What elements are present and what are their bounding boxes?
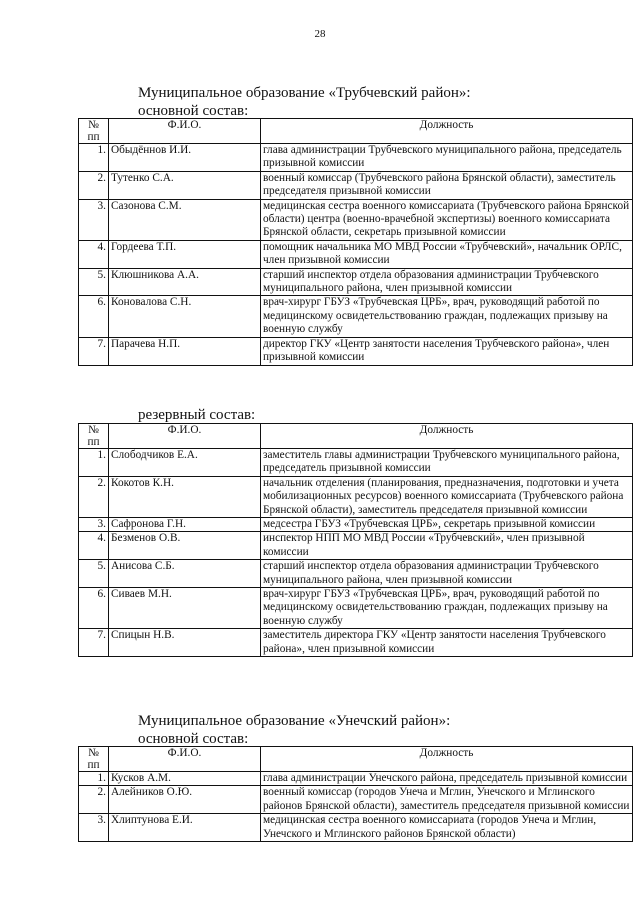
table-trubchevsk-main [78, 118, 633, 366]
row-name: Слободчиков Е.А. [109, 449, 261, 477]
row-position: медицинская сестра военного комиссариата (городов Унеча и Мглин, Унечского и Мглинского районов Брянской области) [261, 814, 633, 842]
row-number: 4. [79, 532, 109, 560]
row-name: Коновалова С.Н. [109, 296, 261, 337]
row-name: Сазонова С.М. [109, 199, 261, 240]
table-row [79, 532, 633, 560]
section-title-trubchevsk: Муниципальное образование «Трубчевский район»: [138, 85, 471, 101]
table-unecha-main [78, 746, 633, 842]
row-position: глава администрации Трубчевского муниципального района, председатель призывной комиссии [261, 144, 633, 172]
row-number: 3. [79, 814, 109, 842]
row-number: 7. [79, 337, 109, 365]
table-row [79, 772, 633, 786]
row-name: Тутенко С.А. [109, 171, 261, 199]
row-name: Сиваев М.Н. [109, 588, 261, 629]
table-row [79, 240, 633, 268]
table-row [79, 199, 633, 240]
table-header-row [79, 747, 633, 772]
table-row [79, 560, 633, 588]
table-row [79, 268, 633, 296]
table-row [79, 629, 633, 657]
row-number: 7. [79, 629, 109, 657]
row-number: 1. [79, 449, 109, 477]
header-num: № пп [79, 119, 109, 144]
row-position: врач-хирург ГБУЗ «Трубчевская ЦРБ», врач, руководящий работой по медицинскому освидетельствованию граждан, подлежащих призыву на военную службу [261, 588, 633, 629]
row-position: военный комиссар (Трубчевского района Брянской области), заместитель председателя призывной комиссии [261, 171, 633, 199]
row-position: помощник начальника МО МВД России «Трубчевский», начальник ОРЛС, член призывной комиссии [261, 240, 633, 268]
row-position: военный комиссар (городов Унеча и Мглин, Унечского и Мглинского районов Брянской области), заместитель председателя призывной комиссии [261, 786, 633, 814]
table-row [79, 449, 633, 477]
row-name: Клюшникова А.А. [109, 268, 261, 296]
header-position: Должность [261, 747, 633, 772]
section-title-unecha: Муниципальное образование «Унечский район»: [138, 713, 451, 729]
header-name: Ф.И.О. [109, 119, 261, 144]
row-number: 2. [79, 476, 109, 517]
table-row [79, 786, 633, 814]
row-position: заместитель главы администрации Трубчевского муниципального района, председатель призывной комиссии [261, 449, 633, 477]
row-number: 5. [79, 560, 109, 588]
row-number: 3. [79, 199, 109, 240]
row-position: директор ГКУ «Центр занятости населения Трубчевского района», член призывной комиссии [261, 337, 633, 365]
row-name: Спицын Н.В. [109, 629, 261, 657]
table-row [79, 588, 633, 629]
row-number: 1. [79, 144, 109, 172]
row-name: Безменов О.В. [109, 532, 261, 560]
row-name: Кокотов К.Н. [109, 476, 261, 517]
header-num: № пп [79, 424, 109, 449]
row-position: старший инспектор отдела образования администрации Трубчевского муниципального района, член призывной комиссии [261, 560, 633, 588]
main-composition-label-unecha: основной состав: [138, 731, 249, 747]
row-number: 6. [79, 588, 109, 629]
row-position: врач-хирург ГБУЗ «Трубчевская ЦРБ», врач, руководящий работой по медицинскому освидетельствованию граждан, подлежащих призыву на военную службу [261, 296, 633, 337]
row-position: инспектор НПП МО МВД России «Трубчевский», член призывной комиссии [261, 532, 633, 560]
row-number: 1. [79, 772, 109, 786]
reserve-composition-label-trubchevsk: резервный состав: [138, 407, 256, 423]
row-name: Гордеева Т.П. [109, 240, 261, 268]
table-row [79, 144, 633, 172]
row-position: медсестра ГБУЗ «Трубчевская ЦРБ», секретарь призывной комиссии [261, 518, 633, 532]
row-position: заместитель директора ГКУ «Центр занятости населения Трубчевского района», член призывной комиссии [261, 629, 633, 657]
table-row [79, 814, 633, 842]
row-name: Анисова С.Б. [109, 560, 261, 588]
header-position: Должность [261, 119, 633, 144]
table-row [79, 476, 633, 517]
table-header-row [79, 119, 633, 144]
main-composition-label-trubchevsk: основной состав: [138, 103, 249, 119]
header-name: Ф.И.О. [109, 424, 261, 449]
row-name: Кусков А.М. [109, 772, 261, 786]
row-number: 2. [79, 171, 109, 199]
page-number: 28 [314, 28, 326, 40]
row-name: Алейников О.Ю. [109, 786, 261, 814]
row-name: Хлиптунова Е.И. [109, 814, 261, 842]
row-number: 5. [79, 268, 109, 296]
table-row [79, 296, 633, 337]
row-number: 4. [79, 240, 109, 268]
row-position: начальник отделения (планирования, предназначения, подготовки и учета мобилизационных ресурсов) военного комиссариата (Трубчевского района Брянской области), заместитель председателя призывной комиссии [261, 476, 633, 517]
row-position: медицинская сестра военного комиссариата (Трубчевского района Брянской области) центра (военно-врачебной экспертизы) военного комиссариата Брянской области, секретарь призывной комиссии [261, 199, 633, 240]
table-row [79, 171, 633, 199]
row-name: Обыдённов И.И. [109, 144, 261, 172]
header-position: Должность [261, 424, 633, 449]
row-name: Парачева Н.П. [109, 337, 261, 365]
table-row [79, 337, 633, 365]
header-num: № пп [79, 747, 109, 772]
row-number: 3. [79, 518, 109, 532]
row-position: старший инспектор отдела образования администрации Трубчевского муниципального района, член призывной комиссии [261, 268, 633, 296]
table-header-row [79, 424, 633, 449]
row-number: 2. [79, 786, 109, 814]
table-row [79, 518, 633, 532]
header-name: Ф.И.О. [109, 747, 261, 772]
row-name: Сафронова Г.Н. [109, 518, 261, 532]
table-trubchevsk-reserve [78, 423, 633, 657]
row-position: глава администрации Унечского района, председатель призывной комиссии [261, 772, 633, 786]
row-number: 6. [79, 296, 109, 337]
